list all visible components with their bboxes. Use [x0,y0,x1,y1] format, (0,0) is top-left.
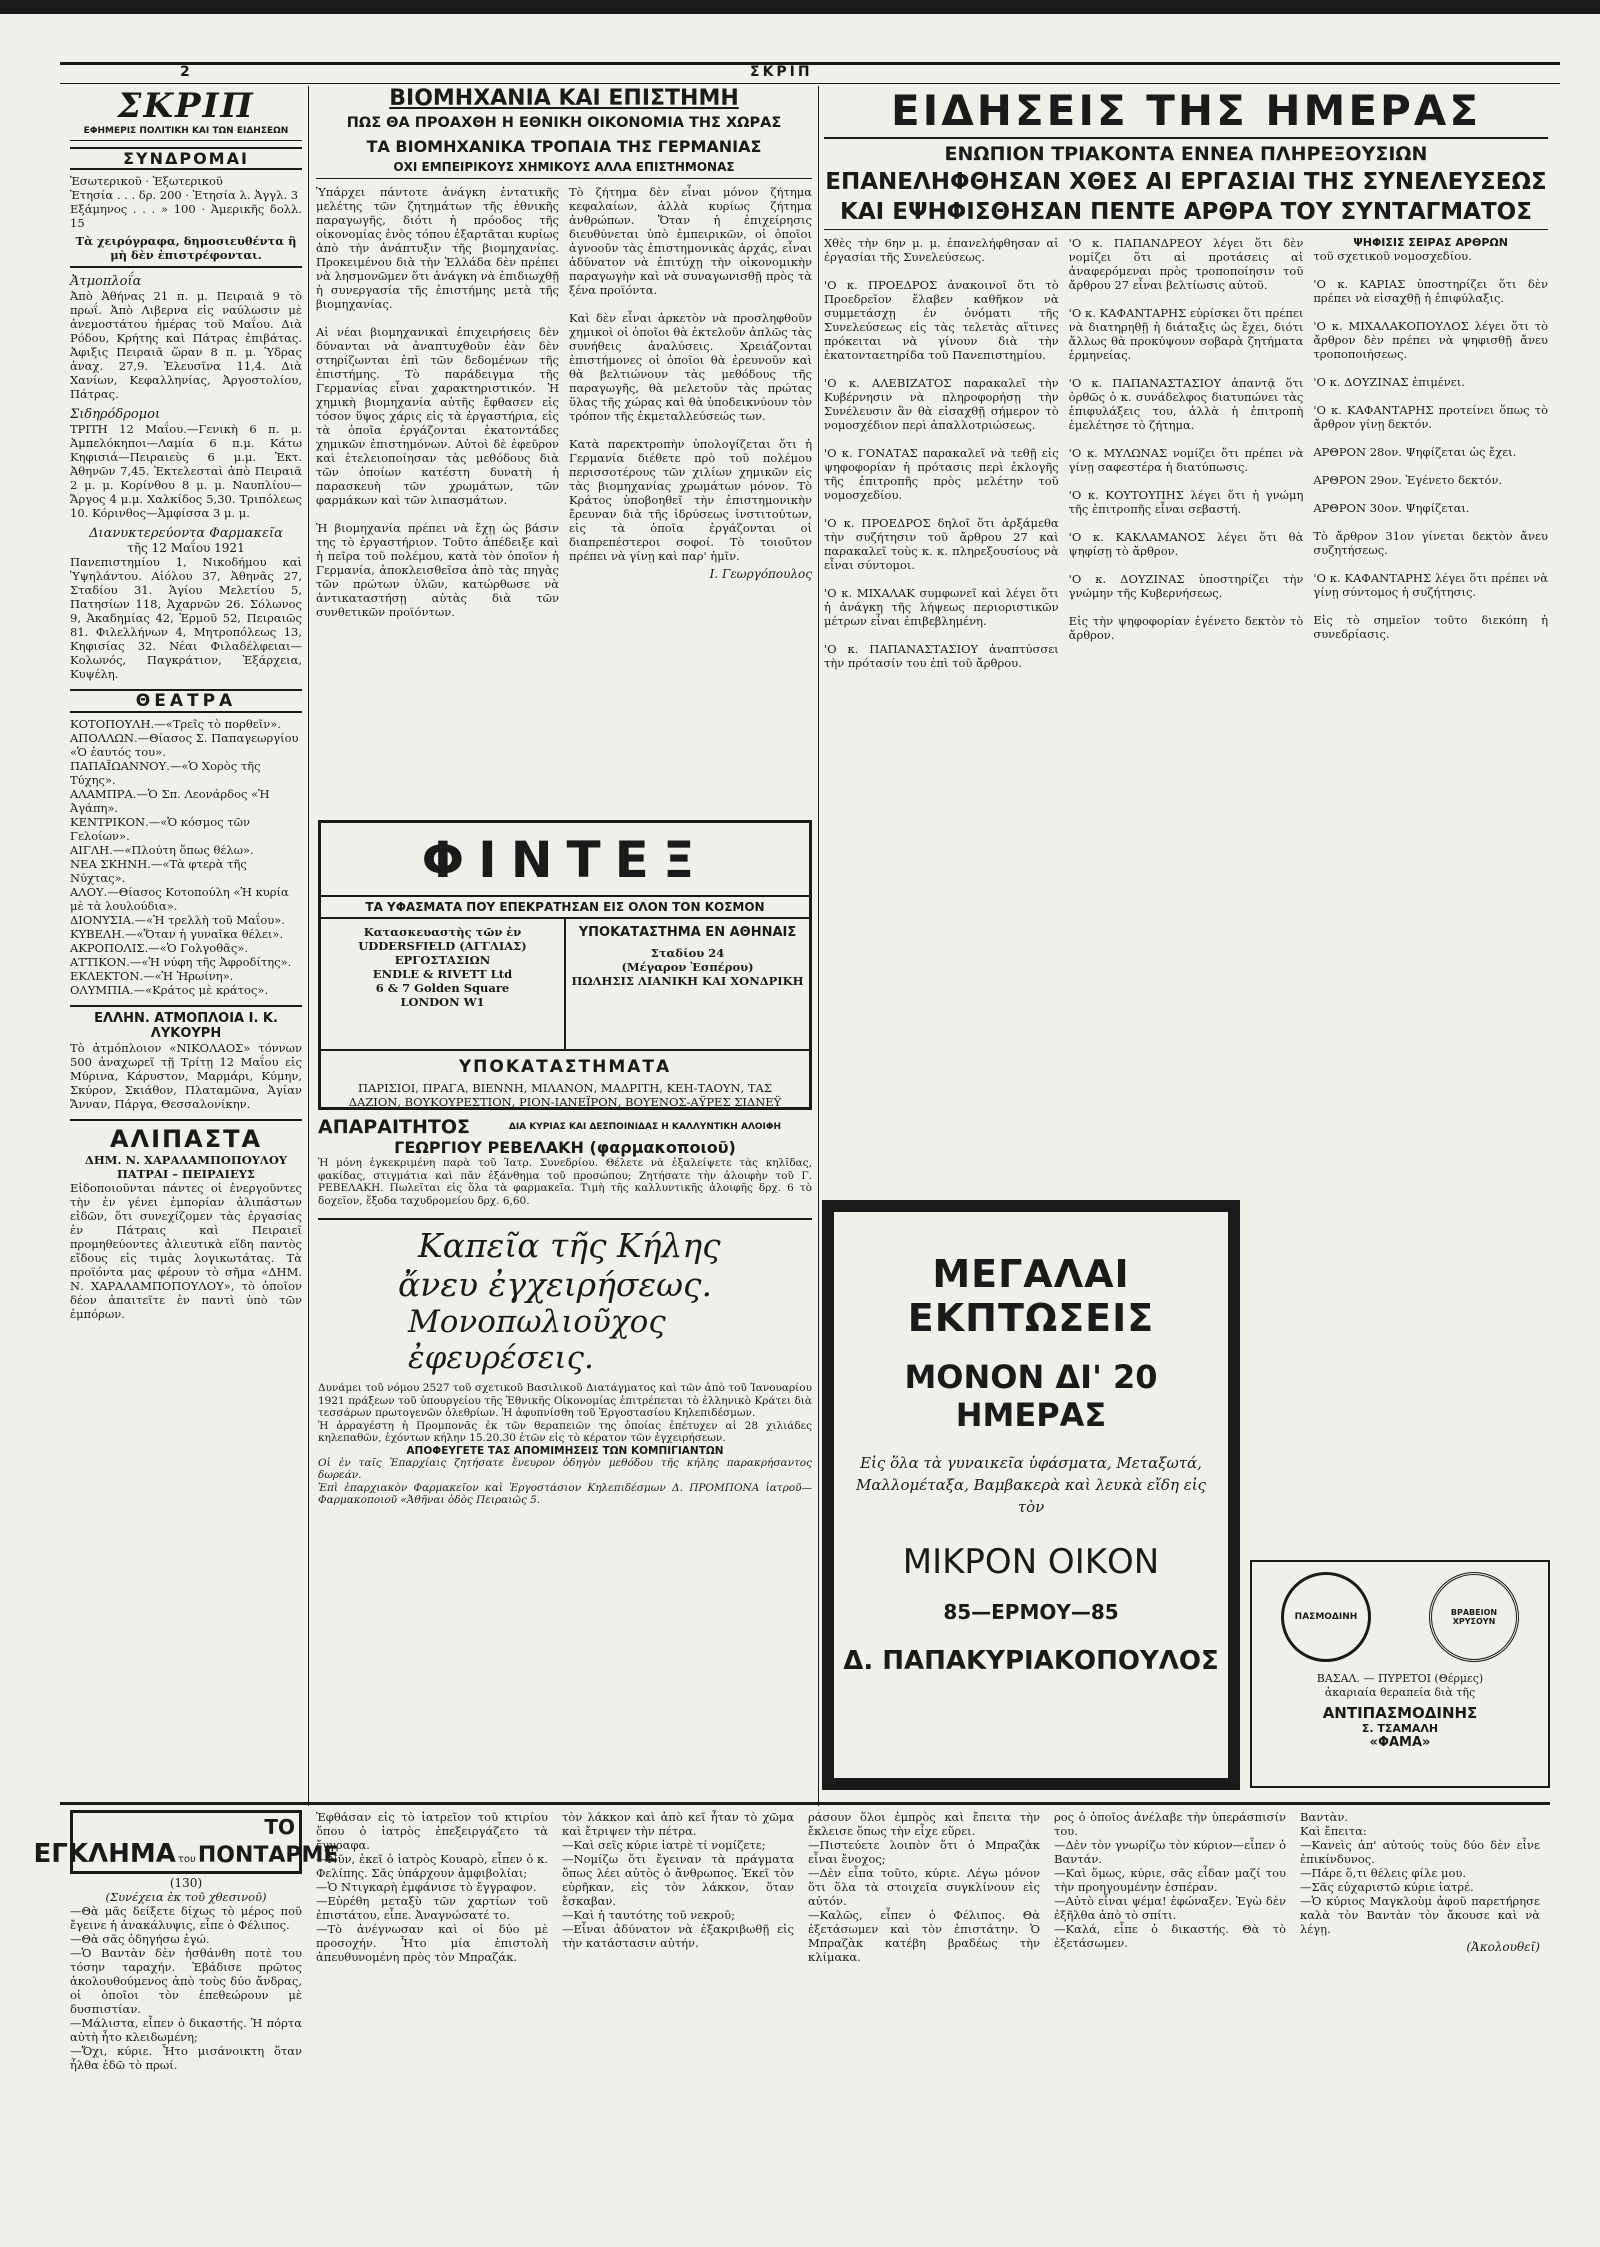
industry-col1: Ὑπάρχει πάντοτε ἀνάγκη ἐντατικῆς μελέτης τῶν ζητημάτων τῆς ἐθνικῆς παραγωγῆς, διότι ἡ πρόοδος τῆς οἰκονομίας ἑνὸς τόπου ἐξαρτᾶται κυρίως ἀπὸ τὴν ἀνάπτυξιν τῆς βιομηχανίας. Προκειμένου διὰ τὴν Ἑλλάδα δὲν πρέπει νὰ λησμονῶμεν ὅτι ἀνάγκη νὰ ἐπιδιωχθῇ ἡ συνεργασία τῆς ἐπιστήμης μετὰ τῆς βιομηχανίας. Αἱ νέαι βιομηχανικαὶ ἐπιχειρήσεις δὲν δύνανται νὰ ἀναπτυχθοῦν ἐὰν δὲν στηρίζωνται ἐπὶ τῶν δεδομένων τῆς ἐπιστήμης. Τὸ παράδειγμα τῆς Γερμανίας εἶναι χαρακτηριστικόν. Ἡ χημικὴ βιομηχανία αὐτῆς ἔφθασεν εἰς τόσον ὕψος χάρις εἰς τὰ ἐργαστήρια, εἰς τὰ ὁποῖα ἐργάζονται ἑκατοντάδες χημικῶν ἐπιστημόνων. Αὐτοὶ δὲ ἐφεῦρον καὶ ἐτελειοποίησαν τὰς μεθόδους διὰ τῶν ὁποίων κατέστη δυνατὴ ἡ παρασκευὴ τῶν χρωμάτων, τῶν φαρμάκων καὶ τῶν λιπασμάτων. Ἡ βιομηχανία πρέπει νὰ ἔχῃ ὡς βάσιν της τὸ ἐργαστήριον. Τοῦτο ἀπέδειξε καὶ ἡ πεῖρα τοῦ πολέμου, κατὰ τὸν ὁποῖον ἡ Γερμανία, ἀποκλεισθεῖσα ἀπὸ τὰς πηγὰς τῶν πρώτων ὑλῶν, κατώρθωσε νὰ ἀντικαταστήσῃ αὐτὰς διὰ τῶν συνθετικῶν προϊόντων. [316,185,559,619]
serial-col2: Ἐφθάσαν εἰς τὸ ἰατρεῖον τοῦ κτιρίου ὅπου ὁ ἰατρὸς ἐπεξειργάζετο τὰ ἔγγραφα. —Νῦν, ἐκεῖ ὁ ἰατρὸς Κουαρὸ, εἶπεν ὁ κ. Φελίπης. Σᾶς ὑπάρχουν ἀμφιβολίαι; —Ὁ Ντιγκαρὴ ἐμφάνισε τὸ ἔγγραφον. —Εὑρέθη μεταξὺ τῶν χαρτίων τοῦ ἐπιστάτου, εἶπε. Ἀναγνώσατέ το. —Τὸ ἀνέγνωσαν καὶ οἱ δύο μὲ προσοχήν. Ἦτο μία ἐπιστολὴ ἀπευθυνομένη πρὸς τὸν Μπραζάκ. [316,1810,548,1964]
industry-kicker: ΒΙΟΜΗΧΑΝΙΑ ΚΑΙ ΕΠΙΣΤΗΜΗ [389,86,739,111]
fish-ad [70,1119,306,1321]
masthead-subtitle: ΕΦΗΜΕΡΙΣ ΠΟΛΙΤΙΚΗ ΚΑΙ ΤΩΝ ΕΙΔΗΣΕΩΝ [83,126,289,136]
fama-brand: ΠΑΣΜΟΔΙΝΗ [1294,1612,1358,1622]
shipping-ad-title: ΕΛΛΗΝ. ΑΤΜΟΠΛΟΙΑ Ι. Κ. ΛΥΚΟΥΡΗ [94,1011,278,1041]
news-col3: τοῦ σχετικοῦ νομοσχεδίου. 'Ο κ. ΚΑΡΙΑΣ ὑποστηρίζει ὅτι δὲν πρέπει νὰ εἰσαχθῇ ἡ ἐπιφύλαξις. 'Ο κ. ΜΙΧΑΛΑΚΟΠΟΥΛΟΣ λέγει ὅτι τὸ ἄρθρον δὲν πρέπει νὰ ψηφισθῇ ἄνευ τροποποιήσεως. 'Ο κ. ΔΟΥΖΙΝΑΣ ἐπιμένει. 'Ο κ. ΚΑΦΑΝΤΑΡΗΣ προτείνει ὅπως τὸ ἄρθρον γίνῃ δεκτόν. ΑΡΘΡΟΝ 28ον. Ψηφίζεται ὡς ἔχει. ΑΡΘΡΟΝ 29ον. Ἐγένετο δεκτόν. ΑΡΘΡΟΝ 30ον. Ψηφίζεται. Τὸ ἄρθρον 31ον γίνεται δεκτὸν ἄνευ συζητήσεως. 'Ο κ. ΚΑΦΑΝΤΑΡΗΣ λέγει ὅτι πρέπει νὰ γίνῃ σύντομος ἡ συζήτησις. Εἰς τὸ σημεῖον τοῦτο διεκόπη ἡ συνεδρίασις. [1313,249,1549,641]
sales-shop: ΜΙΚΡΟΝ ΟΙΚΟΝ [902,1542,1160,1582]
masthead-note: Τὰ χειρόγραφα, δημοσιευθέντα ἢ μὴ δὲν ἐπιστρέφονται. [70,234,302,268]
fish-ad-text: Εἰδοποιοῦνται πάντες οἱ ἐνεργοῦντες τὴν ἐν γένει ἐμπορίαν ἀλιπάστων εἰδῶν, ὅτι συνεχίζομεν τὰς ἐργασίας ἐν Πάτραις καὶ Πειραιεῖ προμηθεύοντες ἀλιευτικὰ εἴδη παντὸς εἴδους εἰς τιμὰς λογικωτάτας. Τὰ προϊόντα μας φέρουν τὸ σῆμα «ΔΗΜ. Ν. ΧΑΡΑΛΑΜΠΟΠΟΥΛΟΥ», τὸ ὁποῖον δέον ἀπαιτεῖτε ἐν παντὶ ὑπὸ τῶν ἐμπόρων. [70,1181,306,1321]
serial-col5: ρος ὁ ὁποῖος ἀνέλαβε τὴν ὑπεράσπισίν του. —Δὲν τὸν γνωρίζω τὸν κύριον—εἶπεν ὁ Βαντάν. —Καὶ ὅμως, κύριε, σᾶς εἶδαν μαζί του τὴν προηγουμένην ἑσπέραν. —Αὐτὸ εἶναι ψέμα! ἐφώναξεν. Ἐγὼ δὲν ἐξῆλθα ἀπὸ τὸ σπίτι. —Καλά, εἶπε ὁ δικαστής. Θὰ τὸ ἐξετάσωμεν. [1054,1810,1286,1950]
sales-title: ΜΕΓΑΛΑΙ ΕΚΠΤΩΣΕΙΣ [907,1252,1155,1340]
news-col2: 'Ο κ. ΠΑΠΑΝΔΡΕΟΥ λέγει ὅτι δὲν νομίζει ὅτι αἱ προτάσεις αἱ ἀναφερόμεναι πρὸς τροποποίησιν τοῦ ἄρθρου 27 εἶναι βελτίωσις αὐτοῦ. 'Ο κ. ΚΑΦΑΝΤΑΡΗΣ εὑρίσκει ὅτι πρέπει νὰ διατηρηθῇ ἡ διάταξις ὡς ἔχει, διότι ἄλλως θὰ προκύψουν σοβαρὰ ζητήματα ἑρμηνείας. 'Ο κ. ΠΑΠΑΝΑΣΤΑΣΙΟΥ ἀπαντᾷ ὅτι ὀρθῶς ὁ κ. συνάδελφος διατυπώνει τὰς ἐπιφυλάξεις του, ἀλλὰ ἡ ἐπιτροπὴ ἐμελέτησε τὸ ζήτημα. 'Ο κ. ΜΥΛΩΝΑΣ νομίζει ὅτι πρέπει νὰ γίνῃ σαφεστέρα ἡ διατύπωσις. 'Ο κ. ΚΟΥΤΟΥΠΗΣ λέγει ὅτι ἡ γνώμη τῆς ἐπιτροπῆς εἶναι σεβαστή. 'Ο κ. ΚΑΚΛΑΜΑΝΟΣ λέγει ὅτι θὰ ψηφίσῃ τὸ ἄρθρον. 'Ο κ. ΔΟΥΖΙΝΑΣ ὑποστηρίζει τὴν γνώμην τῆς Κυβερνήσεως. Εἰς τὴν ψηφοφορίαν ἐγένετο δεκτὸν τὸ ἄρθρον. [1068,236,1304,642]
serial-title-name: ΠΟΝΤΑΡΜΕ [197,1843,339,1868]
fintex-branch-title: ΥΠΟΚΑΤΑΣΤΗΜΑ ΕΝ ΑΘΗΝΑΙΣ [578,925,797,940]
news-sub3: ΚΑΙ ΕΨΗΦΙΣΘΗΣΑΝ ΠΕΝΤΕ ΑΡΘΡΑ ΤΟΥ ΣΥΝΤΑΓΜΑΤΟΣ [824,199,1548,230]
revelakis-pre: ΑΠΑΡΑΙΤΗΤΟΣ [318,1116,470,1138]
fintex-left: Κατασκευαστὴς τῶν ἐν UDDERSFIELD (ΑΓΓΛΙΑΣ) ΕΡΓΟΣΤΑΣΙΩΝ ENDLE & RIVETT Ltd 6 & 7 Golden Square LONDON W1 [321,919,566,1049]
sales-owner: Δ. ΠΑΠΑΚΥΡΙΑΚΟΠΟΥΛΟΣ [843,1646,1219,1676]
fintex-title: ΦΙΝΤΕΞ [421,831,709,889]
hernia-script-2: ἄνευ ἐγχειρήσεως. [398,1265,712,1304]
sales-sub: ΜΟΝΟΝ ΔΙ' 20 ΗΜΕΡΑΣ [904,1358,1158,1434]
fish-ad-title: ΑΛΙΠΑΣΤΑ [109,1125,263,1153]
subscriptions-label: ΣΥΝΔΡΟΜΑΙ [70,147,302,170]
hernia-ad [318,1226,812,1506]
pharmacies-label: Διανυκτερεύοντα Φαρμακεῖα [89,526,283,541]
pharmacies-text: Πανεπιστημίου 1, Νικοδήμου καὶ Ὑψηλάντου. Αἰόλου 37, Ἀθηνᾶς 27, Σταδίου 31. Ἁγίου Μελετίου 5, Πατησίων 118, Ἀχαρνῶν 26. Σόλωνος 9, Ἀκαδημίας 42, Ἑρμοῦ 52, Πειραιῶς 81. Φιλελλήνων 4, Μητροπόλεως 13, Κηφισίας 32. Νέαι Φιλαδέλφειαι—Κολωνός, Παγκράτιον, Ἐξάρχεια, Κυψέλη. [70,555,306,681]
shipping-ad-text: Τὸ ἀτμόπλοιον «ΝΙΚΟΛΑΟΣ» τόννων 500 ἀναχωρεῖ τῇ Τρίτῃ 12 Μαΐου εἰς Μύρινα, Κάρυστον, Μαρμάρι, Κύμην, Σκύρον, Σκιάθον, Πλαταμῶνα, Ἀγίαν Ἄνναν, Πάργα, Θεσσαλονίκην. [70,1041,306,1111]
serial-section [33,1810,1550,2230]
revelakis-name: ΓΕΩΡΓΙΟΥ ΡΕΒΕΛΑΚΗ (φαρμακοποιοῦ) [394,1138,736,1157]
fama-label: «ΦΑΜΑ» [1369,1735,1431,1750]
hernia-script-3: Μονοπωλιοῦχος ἐφευρέσεις. [408,1304,666,1376]
masthead-title: ΣΚΡΙΠ [117,86,255,126]
fintex-ad [318,820,812,1110]
serial-col1: —Θὰ μᾶς δείξετε δίχως τὸ μέρος ποῦ ἔγεινε ἡ ἀνακάλυψις, εἶπε ὁ Φέλιπος. —Θὰ σᾶς ὁδηγήσω ἐγώ. —Ὁ Βαντὰν δὲν ἠσθάνθη ποτὲ του τόσην ταραχήν. Ἐβάδισε πρῶτος ἀκολουθούμενος ἀπὸ τοὺς δύο ἄνδρας, οἱ ὁποῖοι τὸν ἐπεθεώρουν μὲ δυσπιστίαν. —Μάλιστα, εἶπεν ὁ δικαστής. Ἡ πόρτα αὐτὴ ἦτο κλειδωμένη; —Ὄχι, κύριε. Ἦτο μισάνοικτη ὅταν ἦλθα ἐδῶ τὸ πρωί. [70,1904,302,2072]
serial-cont-end: (Ἀκολουθεῖ) [1466,1940,1540,1954]
serial-number: (130) [169,1876,203,1890]
news-section [824,86,1548,1190]
fintex-branches-title: ΥΠΟΚΑΤΑΣΤΗΜΑΤΑ [458,1057,672,1077]
top-strip-name: ΣΚΡΙΠ [750,64,813,80]
fama-seal [1281,1572,1371,1662]
hernia-text: Δυνάμει τοῦ νόμου 2527 τοῦ σχετικοῦ Βασιλικοῦ Διατάγματος καὶ τῶν ἀπὸ τοῦ Ἰανουαρίου 1921 πράξεων τοῦ ὑπουργείου τῆς Ἐθνικῆς Οἰκονομίας ἐπιτρέπεται τὸ ἐλληνικὸ Κράτει διὰ τεσσάρων πρωτογενῶν ὀλεθρίων. Ἡ ἀφυπνίσθη τοῦ Ἐργοστασίου Κηλεπιδέσμων. Ἡ ἀρραγέστη ἡ Προμπονᾶς ἐκ τῶν θεραπειῶν της ὁποίας ἐπέτυχεν αἱ 28 χιλιάδες κηλεπαθῶν, ἐχόντων κήλην 15.20.30 ἐτῶν εἰς τὸ κέρατον τῶν ἐγχειρήσεων. [318,1382,812,1444]
sales-text: Εἰς ὅλα τὰ γυναικεῖα ὑφάσματα, Μεταξωτά, Μαλλομέταξα, Βαμβακερὰ καὶ λευκὰ εἴδη εἰς τὸν [855,1454,1211,1516]
sales-ad [822,1200,1240,1790]
fintex-branches: ΠΑΡΙΣΙΟΙ, ΠΡΑΓΑ, ΒΙΕΝΝΗ, ΜΙΛΑΝΟΝ, ΜΑΔΡΙΤΗ, ΚΕΗ-ΤΑΟΥΝ, ΤΑΣ ΔΑΖΙΟΝ, ΒΟΥΚΟΥΡΕΣΤΙΟΝ, ΡΙΟΝ-ΙΑΝΕΪΡΟΝ, ΒΟΥΕΝΟΣ-ΑΫΡΕΣ ΣΙΔΝΕΫ [348,1081,782,1109]
masthead [70,86,302,141]
railways-text: ΤΡΙΤΗ 12 Μαΐου.—Γενικὴ 6 π. μ. Ἀμπελόκηποι—Λαμία 6 π.μ. Κάτω Κηφισιά—Πειραιεὺς 6 μ.μ. Ἐκτ. Ἀθηνῶν 7,45. Ἐκτελεσταὶ ἀπὸ Πειραιᾶ 2 μ. μ. Κορίνθου 8 μ. μ. Ναυπλίου—Ἄργος 4 μ.μ. Χαλκίδος 5,30. Τριπόλεως 10. Κόρινθος—Ἀμφίσσα 3 μ. μ. [70,422,306,520]
serial-col3: τὸν λάκκον καὶ ἀπὸ κεῖ ἦταν τὸ χῶμα καὶ ἔτριψεν τὴν πέτρα. —Καὶ σεῖς κύριε ἰατρὲ τί νομίζετε; —Νομίζω ὅτι ἔγειναν τὰ πράγματα ὅπως λέει αὐτὸς ὁ ἄνθρωπος. Ἐκεῖ τὸν εὑρῆκαν, εἰς τὸν λάκκον, ὅταν ἔσκαβαν. —Καὶ ἡ ταυτότης τοῦ νεκροῦ; —Εἶναι ἀδύνατον νὰ ἐξακριβωθῇ εἰς τὴν κατάστασιν αὐτήν. [562,1810,794,1950]
theatre-label: ΘΕΑΤΡΑ [70,689,302,713]
serial-continued: (Συνέχεια ἐκ τοῦ χθεσινοῦ) [105,1890,267,1904]
serial-title: ΕΓΚΛΗΜΑ [33,1839,176,1869]
industry-col2: Τὸ ζήτημα δὲν εἶναι μόνον ζήτημα κεφαλαίων, ἀλλὰ κυρίως ζήτημα ἀνθρώπων. Ὅταν ἡ ἐπιχείρησις διευθύνεται ὑπὸ ἐμπειρικῶν, οἱ ὁποῖοι ἀγνοοῦν τὰς ἐπιστημονικὰς ἀρχάς, εἶναι ἀδύνατον νὰ ἐπιτύχῃ τὴν οἰκονομικὴν παραγωγὴν καὶ νὰ συναγωνισθῇ πρὸς τὰ ξένα προϊόντα. Καὶ δὲν εἶναι ἀρκετὸν νὰ προσληφθοῦν χημικοὶ οἱ ὁποῖοι θὰ ἐκτελοῦν ἀπλῶς τὰς συνήθεις ἀναλύσεις. Χρειάζονται ἐπιστήμονες οἱ ὁποῖοι θὰ ἐρευνοῦν καὶ θὰ βελτιώνουν τὰς μεθόδους τῆς παραγωγῆς, θὰ μελετοῦν τὰς πρώτας ὕλας τῆς χώρας καὶ θὰ ὑποδεικνύουν τὸν τρόπον τῆς ἐκμεταλλεύσεώς των. Κατὰ παρεκτροπὴν ὑπολογίζεται ὅτι ἡ Γερμανία διέθετε πρὸ τοῦ πολέμου περισσοτέρους τῶν χιλίων χημικῶν εἰς τὰς βιομηχανίας χρωμάτων μόνον. Τὸ Κράτος ὑποβοηθεῖ τὴν ἐπιστημονικὴν ἔρευναν διὰ τῆς ἱδρύσεως ἰνστιτούτων, εἰς τὰ ὁποῖα ἐργάζονται οἱ διαπρεπέστεροι σοφοί. Τὸ τοιοῦτον πρέπει νὰ γίνῃ καὶ παρ' ἡμῖν. [569,185,812,563]
revelakis-side: ΔΙΑ ΚΥΡΙΑΣ ΚΑΙ ΔΕΣΠΟΙΝΙΔΑΣ Η ΚΑΛΛΥΝΤΙΚΗ ΑΛΟΙΦΗ [508,1122,782,1132]
shipping-ad [70,1005,306,1111]
news-col3-head: ΨΗΦΙΣΙΣ ΣΕΙΡΑΣ ΑΡΘΡΩΝ [1353,236,1508,249]
fish-ad-sub: ΔΗΜ. Ν. ΧΑΡΑΛΑΜΠΟΠΟΥΛΟΥ ΠΑΤΡΑΙ – ΠΕΙΡΑΙΕΥΣ [84,1153,288,1181]
serial-header [33,1810,339,1874]
industry-sub: ΤΑ ΒΙΟΜΗΧΑΝΙΚΑ ΤΡΟΠΑΙΑ ΤΗΣ ΓΕΡΜΑΝΙΑΣ [366,137,762,156]
railways-label: Σιδηρόδρομοι [70,407,161,422]
fama-product: ΑΝΤΙΠΑΣΜΟΔΙΝΗΣ [1322,1704,1478,1722]
news-sub1: ΕΝΩΠΙΟΝ ΤΡΙΑΚΟΝΤΑ ΕΝΝΕΑ ΠΛΗΡΕΞΟΥΣΙΩΝ [944,143,1428,165]
top-strip [60,62,1560,84]
hernia-script-1: Καπεῖα τῆς Κήλης [418,1226,721,1265]
fama-text: ΒΑΣΑΛ. — ΠΥΡΕΤΟΙ (Θέρμες) ἀκαριαία θεραπεία διὰ τῆς [1316,1672,1484,1699]
serial-col4: ράσουν ὅλοι ἐμπρὸς καὶ ἔπειτα τὴν ἔκλεισε ὅπως τὴν εἶχε εὕρει. —Πιστεύετε λοιπὸν ὅτι ὁ Μπραζὰκ εἶναι ἔνοχος; —Δὲν εἶπα τοῦτο, κύριε. Λέγω μόνον ὅτι ὅλα τὰ στοιχεῖα συγκλίνουν εἰς αὐτόν. —Καλῶς, εἶπεν ὁ Φέλιπος. Θὰ ἐξετάσωμεν καὶ τὸν ἐπιστάτην. Ὁ Μπραζὰκ κατέβη βραδέως τὴν κλίμακα. [808,1810,1040,1964]
news-col1: Χθὲς τὴν 6ην μ. μ. ἐπανελήφθησαν αἱ ἐργασίαι τῆς Συνελεύσεως. 'Ο κ. ΠΡΟΕΔΡΟΣ ἀνακοινοῖ ὅτι τὸ Προεδρεῖον ἔλαβεν καθῆκον νὰ συμμετάσχῃ ἐν ὀνόματι τῆς Συνελεύσεως εἰς τὰς τελετὰς αἵτινες πρόκειται νὰ γίνουν διὰ τὴν ἑκατονταετηρίδα τοῦ Πανεπιστημίου. 'Ο κ. ΑΛΕΒΙΖΑΤΟΣ παρακαλεῖ τὴν Κυβέρνησιν νὰ πληροφορήσῃ τὴν Συνέλευσιν ἂν θὰ εἰσαχθῇ σήμερον τὸ νομοσχέδιον περὶ ἀπαλλοτριώσεως. 'Ο κ. ΓΟΝΑΤΑΣ παρακαλεῖ νὰ τεθῇ εἰς ψηφοφορίαν ἡ πρότασις περὶ ἐκλογῆς τῆς ἐπιτροπῆς πρὸς μελέτην τοῦ νομοσχεδίου. 'Ο κ. ΠΡΟΕΔΡΟΣ δηλοῖ ὅτι ἀρξάμεθα τὴν συζήτησιν τοῦ ἄρθρου 27 καὶ παρακαλεῖ τοὺς κ. κ. πληρεξουσίους νὰ εἶναι σύντομοι. 'Ο κ. ΜΙΧΑΛΑΚ συμφωνεῖ καὶ λέγει ὅτι ἡ ἀνάγκη τῆς λήψεως περιοριστικῶν μέτρων εἶναι ἐπιβεβλημένη. 'Ο κ. ΠΑΠΑΝΑΣΤΑΣΙΟΥ ἀναπτύσσει τὴν πρότασίν του ἐπὶ τοῦ ἄρθρου. [824,236,1059,670]
hernia-warning: ΑΠΟΦΕΥΓΕΤΕ ΤΑΣ ΑΠΟΜΙΜΗΣΕΙΣ ΤΩΝ ΚΟΜΠΙΓΙΑΝΤΩΝ [406,1444,724,1457]
industry-article [316,86,812,816]
serial-col6: Βαντὰν. Καὶ ἔπειτα: —Κανεὶς ἀπ' αὐτούς τοὺς δύο δὲν εἶνε ἐπικίνδυνος. —Πάρε ὅ,τι θέλεις φίλε μου. —Σᾶς εὐχαριστῶ κύριε ἰατρέ. —Ὁ κύριος Μαγκλοὺμ ἀφοῦ παρετήρησε καλὰ τὸν Βαντὰν τὸν ἄκουσε καὶ νὰ λέγῃ. [1300,1810,1540,1936]
subscriptions-text: Ἐσωτερικοῦ · Ἐξωτερικοῦ Ἐτησία . . . δρ. 200 · Ἐτησία λ. Ἀγγλ. 3 Εξάμηνος . . . » 100 · Ἀμερικῆς δολλ. 15 [70,174,302,230]
fintex-sub: ΤΑ ΥΦΑΣΜΑΤΑ ΠΟΥ ΕΠΕΚΡΑΤΗΣΑΝ ΕΙΣ ΟΛΟΝ ΤΟΝ ΚΟΣΜΟΝ [321,895,809,919]
fama-maker: Σ. ΤΣΑΜΑΛΗ [1361,1722,1439,1735]
revelakis-ad [318,1116,816,1220]
serial-to: ΤΟ [264,1815,295,1839]
fama-ad [1250,1560,1550,1788]
page-number: 2 [180,64,190,80]
news-sub2: ΕΠΑΝΕΛΗΦΘΗΣΑΝ ΧΘΕΣ ΑΙ ΕΡΓΑΣΙΑΙ ΤΗΣ ΣΥΝΕΛΕΥΣΕΩΣ [825,169,1547,195]
theatre-text: ΚΟΤΟΠΟΥΛΗ.—«Τρεῖς τὸ πορθεῖν». ΑΠΟΛΛΩΝ.—Θίασος Σ. Παπαγεωργίου «Ὁ ἐαυτός του». ΠΑΠΑΪΩΑΝΝΟΥ.—«Ὁ Χορὸς τῆς Τύχης». ΑΛΑΜΠΡΑ.—Ὁ Σπ. Λεονάρδος «Ἡ Ἀγάπη». ΚΕΝΤΡΙΚΟΝ.—«Ὁ κόσμος τῶν Γελοίων». ΑΙΓΛΗ.—«Πλούτη ὅπως θέλω». ΝΕΑ ΣΚΗΝΗ.—«Τὰ φτερὰ τῆς Νύχτας». ΑΛΟΥ.—Θίασος Κοτοπούλη «Ἡ κυρία μὲ τὰ λουλούδια». ΔΙΟΝΥΣΙΑ.—«Ἡ τρελλὴ τοῦ Μαΐου». ΚΥΒΕΛΗ.—«Ὅταν ἡ γυναῖκα θέλει». ΑΚΡΟΠΟΛΙΣ.—«Ὁ Γολγοθᾶς». ΑΤΤΙΚΟΝ.—«Ἡ νύφη τῆς Ἀφροδίτης». ΕΚΛΕΚΤΟΝ.—«Ἡ Ἡρωίνη». ΟΛΥΜΠΙΑ.—«Κράτος μὲ κράτος». [70,717,299,997]
hernia-footer: Οἱ ἐν ταῖς Ἐπαρχίαις ζητήσατε ἔνευρον ὁδηγὸν μεθόδου τῆς κήλης παρακρήσαντος δωρεάν. Ἐπὶ ἐπαρχιακὸν Φαρμακεῖον καὶ Ἐργοστάσιον Κηλεπιδέσμων Δ. ΠΡΟΜΠΟΝΑ ἰατροῦ—Φαρμακοποιοῦ «Ἀθῆναι ὁδὸς Πειραιῶς 5. [318,1456,812,1506]
industry-sub2: ΟΧΙ ΕΜΠΕΙΡΙΚΟΥΣ ΧΗΜΙΚΟΥΣ ΑΛΛΑ ΕΠΙΣΤΗΜΟΝΑΣ [316,160,812,179]
fintex-branch-text: Σταδίου 24 (Μέγαρον Ἐσπέρου) ΠΩΛΗΣΙΣ ΛΙΑΝΙΚΗ ΚΑΙ ΧΟΝΔΡΙΚΗ [571,946,804,988]
shipping-label: Ἀτμοπλοΐα [70,274,142,289]
shipping-text: Ἀπὸ Ἀθήνας 21 π. μ. Πειραιᾶ 9 τὸ πρωΐ. Ἀπὸ Λιβερνα εἰς ναύλωσιν μὲ ἀνεμοστάτου ἡμέρας τοῦ Μαΐου. Διὰ Ρόδου, Κρήτης καὶ Πάτρας ἐπιβάτας. Ἀφιξις Πειραιᾶ ὥραν 8 π. μ. Ὑδρας ἀναχ. 27,9. Ἐλευσῖνα 11,4. Διὰ Χανίων, Κεφαλληνίας, Ἀργοστολίου, Πάτρας. [70,289,306,401]
fama-medal: ΒΡΑΒΕΙΟΝ ΧΡΥΣΟΥΝ [1429,1572,1519,1662]
sales-address: 85—ΕΡΜΟΥ—85 [943,1600,1119,1624]
serial-title-tou: του [177,1854,196,1865]
revelakis-text: Ἡ μόνη ἐγκεκριμένη παρὰ τοῦ Ἰατρ. Συνεδρίου. Θέλετε νὰ ἐξαλείψετε τὰς κηλῖδας, φακίδας, στιγμάτια καὶ πᾶν ἐξάνθημα τοῦ προσώπου; Ζητήσατε τὴν ἀλοιφὴν τοῦ Γ. ΡΕΒΕΛΑΚΗ. Πωλεῖται εἰς ὅλα τὰ φαρμακεῖα. Τιμὴ τῆς καλλυντικῆς ἀλοιφῆς δρχ. 6 τὸ δοχεῖον, ἔξοδα ταχυδρομείου δρχ. 6,60. [318,1157,816,1207]
news-headline: ΕΙΔΗΣΕΙΣ ΤΗΣ ΗΜΕΡΑΣ [824,86,1548,139]
industry-headline: ΠΩΣ ΘΑ ΠΡΟΑΧΘΗ Η ΕΘΝΙΚΗ ΟΙΚΟΝΟΜΙΑ ΤΗΣ ΧΩΡΑΣ [346,115,782,131]
industry-signature: Ι. Γεωργόπουλος [709,567,812,581]
pharmacies-date: τῆς 12 Μαΐου 1921 [127,541,245,555]
left-column [70,86,306,1816]
